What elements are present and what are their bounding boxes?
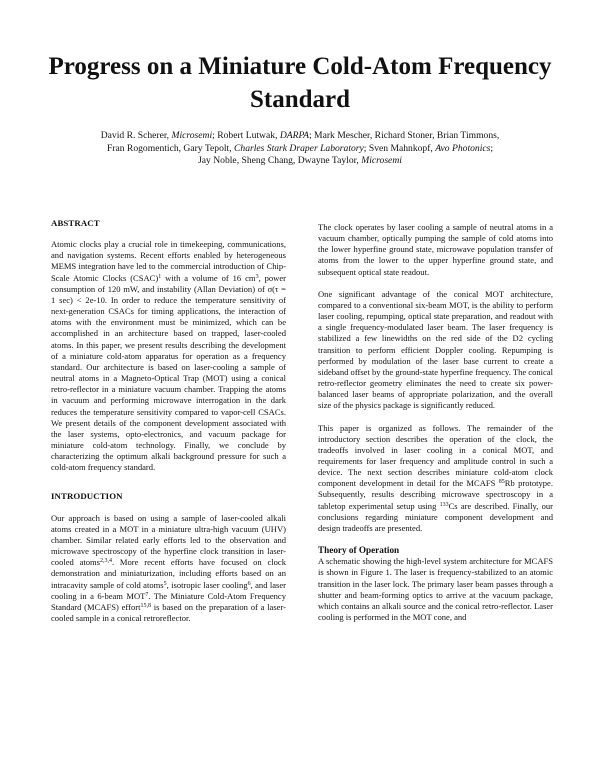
author-list xyxy=(40,130,560,168)
abstract-text: Atomic clocks play a crucial role in timekeeping, communications, and navigation systems. Recent efforts enabled by heterogeneous MEMS integration have led to the commercial introduction of Chip-Scale Atomic Clocks (CSAC)$^1$ with a volume of 16 $cm^3$, power consumption of 120 mW, and instability (Allan Deviation) of σ(τ = 1 sec) < 2e-10. In order to reduce the temperature sensitivity of next-generation CSACs for timing applications, the interaction of atoms with the environment must be minimized, which can be accomplished in an architecture based on trapped, laser-cooled atoms. In this paper, we present results describing the development of a miniature cold-atom apparatus for operation as a frequency standard. Our architecture is based on laser-cooling a sample of neutral atoms in a Magneto-Optical Trap (MOT) using a conical retro-reflector in a miniature vacuum chamber. Trapping the atoms in vacuum and performing microwave interrogation in the dark reduces the temperature sensitivity compared to vapor-cell CSACs. We present details of the component development associated with the laser systems, opto-electronics, and vacuum package for miniature cold-atom technology. Finally, we conclude by characterizing the optimum alkali background pressure for such a cold-atom frequency standard. xyxy=(51,239,286,473)
author-line: Jay Noble, Sheng Chang, Dwayne Taylor, Microsemi xyxy=(198,155,402,167)
body-paragraph: This paper is organized as follows. The remainder of the introductory section describes the operation of the clock, the tradeoffs involved in laser cooling in a conical MOT, and requirements for laser frequency and amplitude control in such a device. The next section describes miniature cold-atom clock component development in detail for the MCAFS $^{85}$Rb prototype. Subsequently, results describing microwave spectroscopy in a tabletop experimental setup using $^{133}$Cs are described. Finally, our conclusions regarding miniature component development and design tradeoffs are presented. xyxy=(318,422,553,533)
paper-title: Progress on a Miniature Cold-Atom Frequency Standard xyxy=(48,53,552,113)
body-paragraph: The clock operates by laser cooling a sample of neutral atoms in a vacuum chamber, optically pumping the sample of cold atoms into the lower hyperfine ground state, microwave population transfer of atoms from the lower to the upper hyperfine ground state, and subsequent optical state readout. xyxy=(318,222,553,277)
author-line: David R. Scherer, Microsemi; Robert Lutwak, DARPA; Mark Mescher, Richard Stoner, Brian Timmons, xyxy=(100,130,500,141)
theory-heading: Theory of Operation xyxy=(318,545,400,556)
author-line: Fran Rogomentich, Gary Tepolt, Charles Stark Draper Laboratory; Sven Mahnkopf, Avo Photonics; xyxy=(106,142,494,154)
introduction-text: Our approach is based on using a sample of laser-cooled alkali atoms created in a MOT in a miniature ultra-high vacuum (UHV) chamber. Similar related early efforts led to the observation and microwave spectroscopy of the hyperfine clock transition in laser-cooled atoms$^{2,3,4}$. More recent efforts have focused on clock demonstration and miniaturization, including efforts based on an intracavity sample of cold atoms$^5$, isotropic laser cooling$^6$, and laser cooling in a 6-beam MOT$^7$. The Miniature Cold-Atom Frequency Standard (MCAFS) effort$^{15,8}$ is based on the preparation of a laser-cooled sample in a conical retroreflector. xyxy=(51,512,286,623)
abstract-heading: ABSTRACT xyxy=(51,218,100,228)
theory-text: A schematic showing the high-level system architecture for MCAFS is shown in Figure 1. The laser is frequency-stabilized to an atomic transition in the laser lock. The primary laser beam passes through a shutter and beam-forming optics to arrive at the vacuum package, which contains an alkali source and the conical retro-reflector. Laser cooling is performed in the MOT cone, and xyxy=(318,556,553,622)
left-column xyxy=(51,218,286,635)
right-column xyxy=(318,222,553,634)
introduction-heading: INTRODUCTION xyxy=(51,491,123,502)
body-paragraph: One significant advantage of the conical MOT architecture, compared to a conventional six-beam MOT, is the ability to perform laser cooling, repumping, optical state preparation, and readout with a single frequency-modulated laser beam. The laser frequency is stabilized a few linewidths on the red side of the D2 cycling transition to perform efficient Doppler cooling. Repumping is performed by modulation of the laser base current to create a sideband offset by the ground-state hyperfine frequency. The conical retro-reflector geometry eliminates the need to create six power-balanced laser beams of appropriate polarization, and the overall size of the physics package is significantly reduced. xyxy=(318,288,553,411)
